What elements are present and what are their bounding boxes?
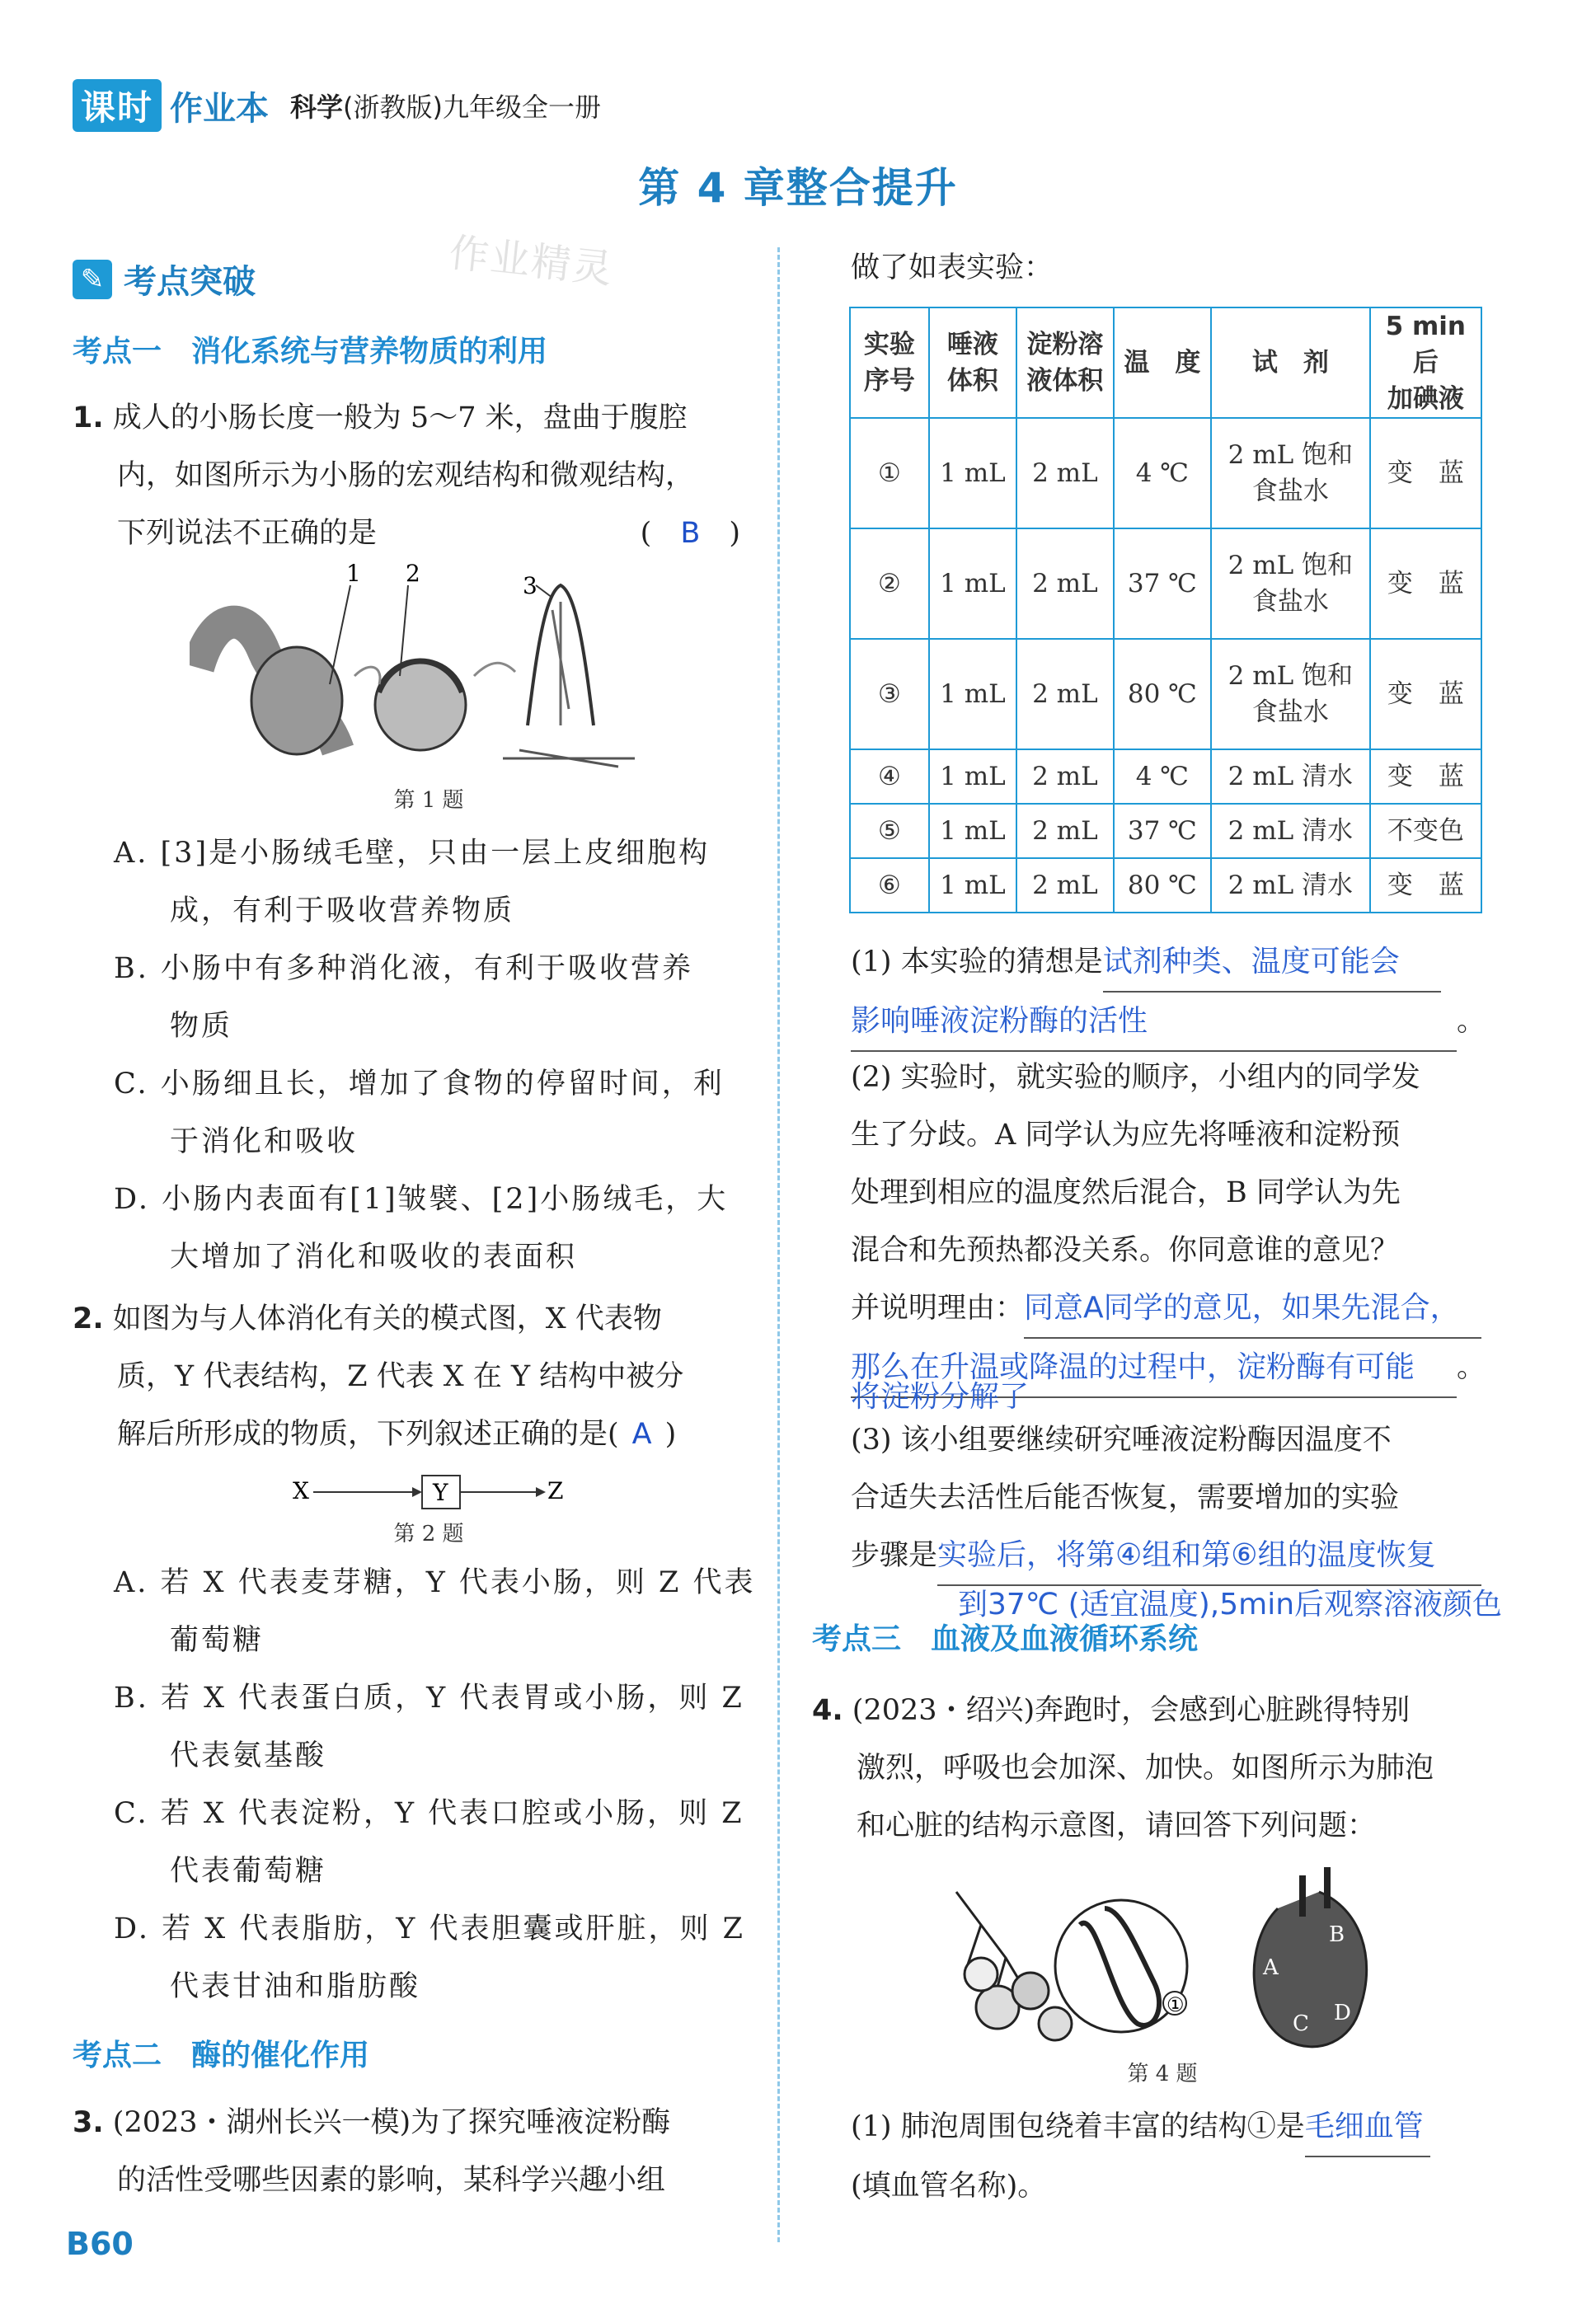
svg-text:Y: Y	[433, 1479, 448, 1506]
table-row: ① 1 mL 2 mL 4 ℃ 2 mL 饱和 食盐水 变 蓝	[850, 418, 1481, 528]
watermark: 作业精灵	[447, 229, 616, 293]
brand-logo: 课时	[73, 79, 162, 132]
question-4: 4. (2023・绍兴)奔跑时，会感到心脏跳得特别 激烈，呼吸也会加深、加快。如图所示为肺泡 和心脏的结构示意图，请回答下列问题：	[812, 1694, 1434, 1842]
knowledge-point-3: 考点三 血液及血液循环系统	[812, 1622, 1199, 1656]
figure-label-1: 1	[346, 561, 361, 587]
experiment-table: 实验 序号 唾液 体积 淀粉溶 液体积 温 度 试 剂 5 min 后 加碘液 ① 1 mL 2 mL 4 ℃ 2 mL 饱和 食盐水 变 蓝 ② 1 mL 2 mL 37 ℃ 2 mL 饱和 食盐水 变 蓝 ③ 1 mL 2 mL 80 ℃ 2 mL 饱和 食盐水 变 蓝 ④ 1 mL 2 mL 4 ℃ 2 mL 清水 变 蓝 ⑤ 1 mL 2 mL 37 ℃ 2 mL 清水 不变色 ⑥ 1 mL 2 mL 80 ℃ 2 mL 清水 变 蓝	[849, 307, 1482, 913]
svg-text:Z: Z	[547, 1477, 564, 1504]
section-title: 考点突破	[124, 263, 256, 301]
svg-text:X: X	[293, 1477, 309, 1504]
answer-blank[interactable]: 影响唾液淀粉酶的活性	[851, 993, 1457, 1052]
question-1-options: A. [3]是小肠绒毛壁，只由一层上皮细胞构 成，有利于吸收营养物质 B. 小肠中有多种消化液，有利于吸收营养 物质 C. 小肠细且长，增加了食物的停留时间，利 于消化和吸收 D. 小肠内表面有[1]皱襞、[2]小肠绒毛，大 大增加了消化和吸收的表面积	[114, 837, 729, 1274]
question-4-part-1: (1) 肺泡周围包绕着丰富的结构①是毛细血管 (填血管名称)。	[851, 2098, 1527, 2215]
question-2: 2. 如图为与人体消化有关的模式图，X 代表物 质，Y 代表结构，Z 代表 X 在 Y 结构中被分 解后所形成的物质，下列叙述正确的是( A )	[73, 1302, 684, 1451]
question-3-continued: 做了如表实验：	[851, 251, 1054, 284]
intestine-figure	[190, 561, 651, 775]
header-brand	[73, 82, 601, 129]
table-row: ⑤ 1 mL 2 mL 37 ℃ 2 mL 清水 不变色	[850, 804, 1481, 858]
figure-label-3: 3	[523, 572, 537, 599]
knowledge-point-1: 考点一 消化系统与营养物质的利用	[73, 335, 548, 368]
question-2-options: A. 若 X 代表麦芽糖，Y 代表小肠，则 Z 代表 葡萄糖 B. 若 X 代表蛋白质，Y 代表胃或小肠，则 Z 代表氨基酸 C. 若 X 代表淀粉，Y 代表口腔或小肠，则 Z 代表葡萄糖 D. 若 X 代表脂肪，Y 代表胆囊或肝脏，则 Z 代表甘油和脂肪酸	[114, 1566, 756, 2003]
q1-answer: B	[680, 517, 701, 550]
question-3-part-1: (1) 本实验的猜想是试剂种类、温度可能会 影响唾液淀粉酶的活性 。	[851, 933, 1527, 1052]
model-diagram	[289, 1466, 569, 1515]
answer-blank[interactable]: 那么在升温或降温的过程中，淀粉酶有可能	[851, 1339, 1457, 1398]
table-row: ② 1 mL 2 mL 37 ℃ 2 mL 饱和 食盐水 变 蓝	[850, 528, 1481, 639]
section-heading	[73, 256, 256, 303]
question-3-part-3: (3) 该小组要继续研究唾液淀粉酶因温度不 合适失去活性后能否恢复，需要增加的实验 步骤是实验后，将第④组和第⑥组的温度恢复	[851, 1411, 1527, 1586]
lung-heart-figure	[932, 1859, 1476, 2057]
answer-blank[interactable]: 实验后，将第④组和第⑥组的温度恢复	[937, 1527, 1481, 1586]
brand-subject: 科学(浙教版)九年级全一册	[290, 92, 602, 123]
answer-blank[interactable]: 毛细血管	[1305, 2098, 1430, 2157]
pencil-icon: ✎	[73, 260, 112, 299]
page-title: 第 4 章整合提升	[638, 164, 958, 212]
q2-answer: A	[631, 1418, 652, 1451]
knowledge-point-2: 考点二 酶的催化作用	[73, 2039, 370, 2072]
figure-1-caption: 第 1 题	[393, 788, 464, 813]
brand-name: 作业本	[170, 89, 270, 128]
page-number: B60	[66, 2226, 134, 2262]
figure-label-a: A	[1263, 1955, 1279, 1980]
answer-continued: 到37℃ (适宜温度),5min后观察溶液颜色	[958, 1588, 1503, 1621]
table-row: ③ 1 mL 2 mL 80 ℃ 2 mL 饱和 食盐水 变 蓝	[850, 639, 1481, 749]
answer-blank[interactable]: 同意A同学的意见，如果先混合，	[1024, 1279, 1481, 1339]
question-3-intro: 3. (2023・湖州长兴一模)为了探究唾液淀粉酶 的活性受哪些因素的影响，某科学兴趣小组	[73, 2106, 671, 2197]
answer-blank[interactable]: 试剂种类、温度可能会	[1103, 933, 1441, 993]
figure-label-c: C	[1293, 2011, 1309, 2036]
question-1: 1. 成人的小肠长度一般为 5～7 米，盘曲于腹腔 内，如图所示为小肠的宏观结构和微观结构， 下列说法不正确的是 ( B )	[73, 401, 740, 550]
figure-2-caption: 第 2 题	[393, 1522, 464, 1546]
column-divider	[777, 247, 780, 2242]
question-3-part-2: (2) 实验时，就实验的顺序，小组内的同学发 生了分歧。A 同学认为应先将唾液和淀粉预 处理到相应的温度然后混合，B 同学认为先 混合和先预热都没关系。你同意谁的意见？ 并说明理由：同意A同学的意见，如果先混合， 那么在升温或降温的过程中，淀粉酶有可能 。 将淀粉分解了	[851, 1061, 1486, 1414]
table-row: ④ 1 mL 2 mL 4 ℃ 2 mL 清水 变 蓝	[850, 749, 1481, 804]
table-row: ⑥ 1 mL 2 mL 80 ℃ 2 mL 清水 变 蓝	[850, 858, 1481, 913]
figure-label-d: D	[1334, 2001, 1351, 2025]
figure-4-caption: 第 4 题	[1127, 2062, 1198, 2086]
figure-label-2: 2	[406, 561, 420, 587]
figure-label-b: B	[1329, 1922, 1345, 1947]
figure-label-circle: ①	[1166, 1993, 1185, 2016]
